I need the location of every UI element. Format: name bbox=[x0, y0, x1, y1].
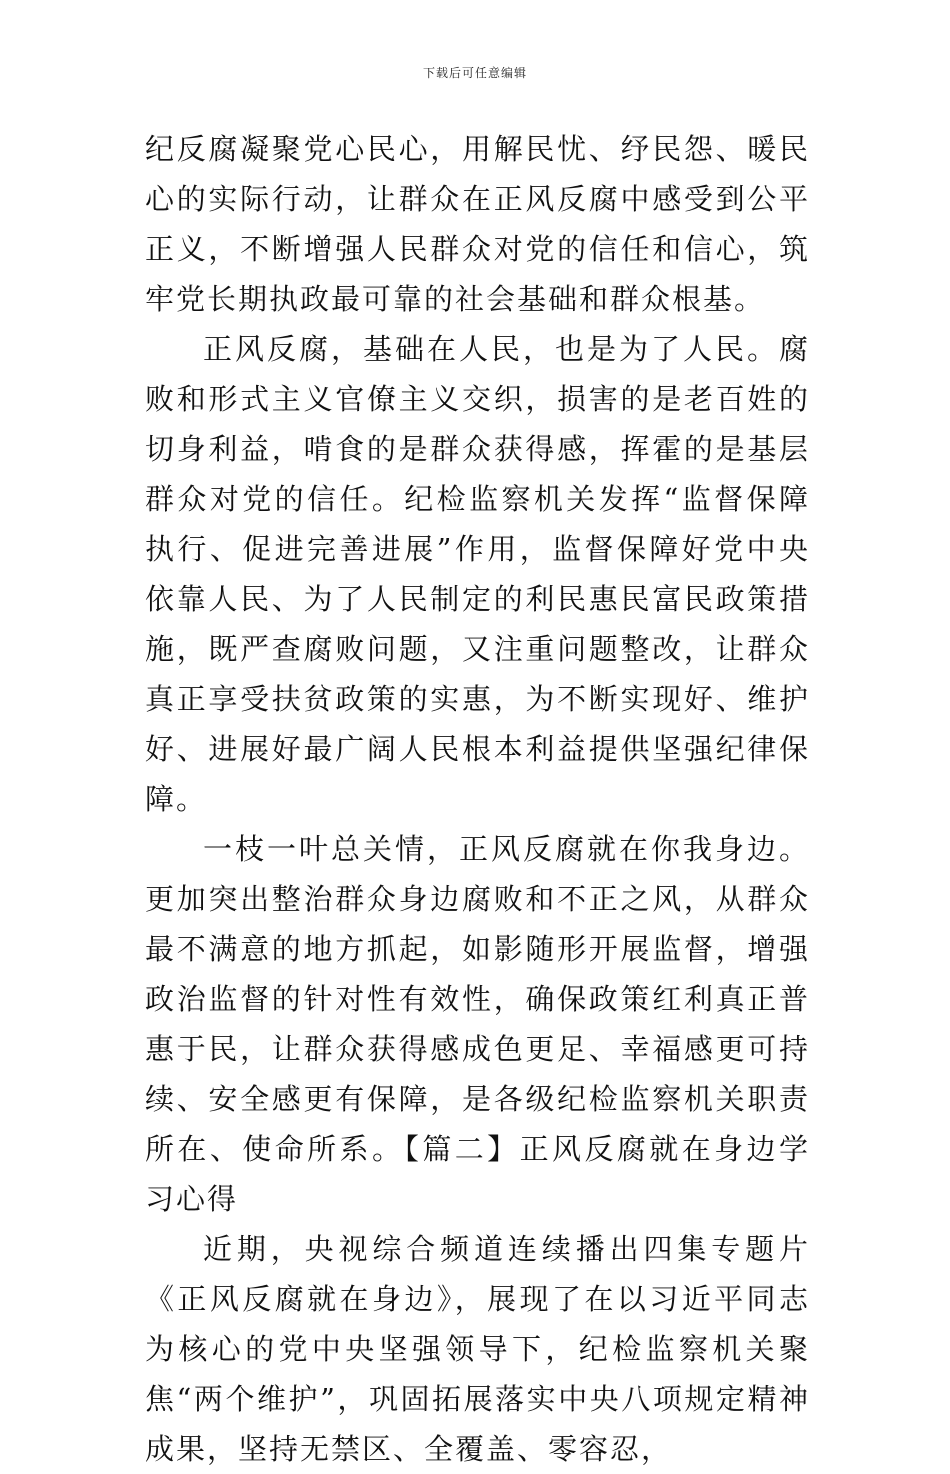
page-header-note: 下载后可任意编辑 bbox=[422, 66, 527, 80]
paragraph-4: 近期，央视综合频道连续播出四集专题片《正风反腐就在身边》，展现了在以习近平同志为核心的党中央坚强领导下，纪检监察机关聚焦“两个维护”，巩固拓展落实中央八项规定精神成果，坚持无禁区、全覆盖、零容忍， bbox=[145, 1232, 810, 1466]
paragraph-1: 纪反腐凝聚党心民心，用解民忧、纾民怨、暖民心的实际行动，让群众在正风反腐中感受到公平正义，不断增强人民群众对党的信任和信心，筑牢党长期执政最可靠的社会基础和群众根基。 bbox=[145, 132, 810, 316]
paragraph-3: 一枝一叶总关情，正风反腐就在你我身边。更加突出整治群众身边腐败和不正之风，从群众最不满意的地方抓起，如影随形开展监督，增强政治监督的针对性有效性，确保政策红利真正普惠于民，让群众获得感成色更足、幸福感更可持续、安全感更有保障，是各级纪检监察机关职责所在、使命所系。【篇二】正风反腐就在身边学习心得 bbox=[145, 832, 810, 1216]
document-body bbox=[145, 124, 810, 1474]
paragraph-2: 正风反腐，基础在人民，也是为了人民。腐败和形式主义官僚主义交织，损害的是老百姓的切身利益，啃食的是群众获得感，挥霍的是基层群众对党的信任。纪检监察机关发挥“监督保障执行、促进完善进展”作用，监督保障好党中央依靠人民、为了人民制定的利民惠民富民政策措施，既严查腐败问题，又注重问题整改，让群众真正享受扶贫政策的实惠，为不断实现好、维护好、进展好最广阔人民根本利益提供坚强纪律保障。 bbox=[145, 332, 810, 816]
